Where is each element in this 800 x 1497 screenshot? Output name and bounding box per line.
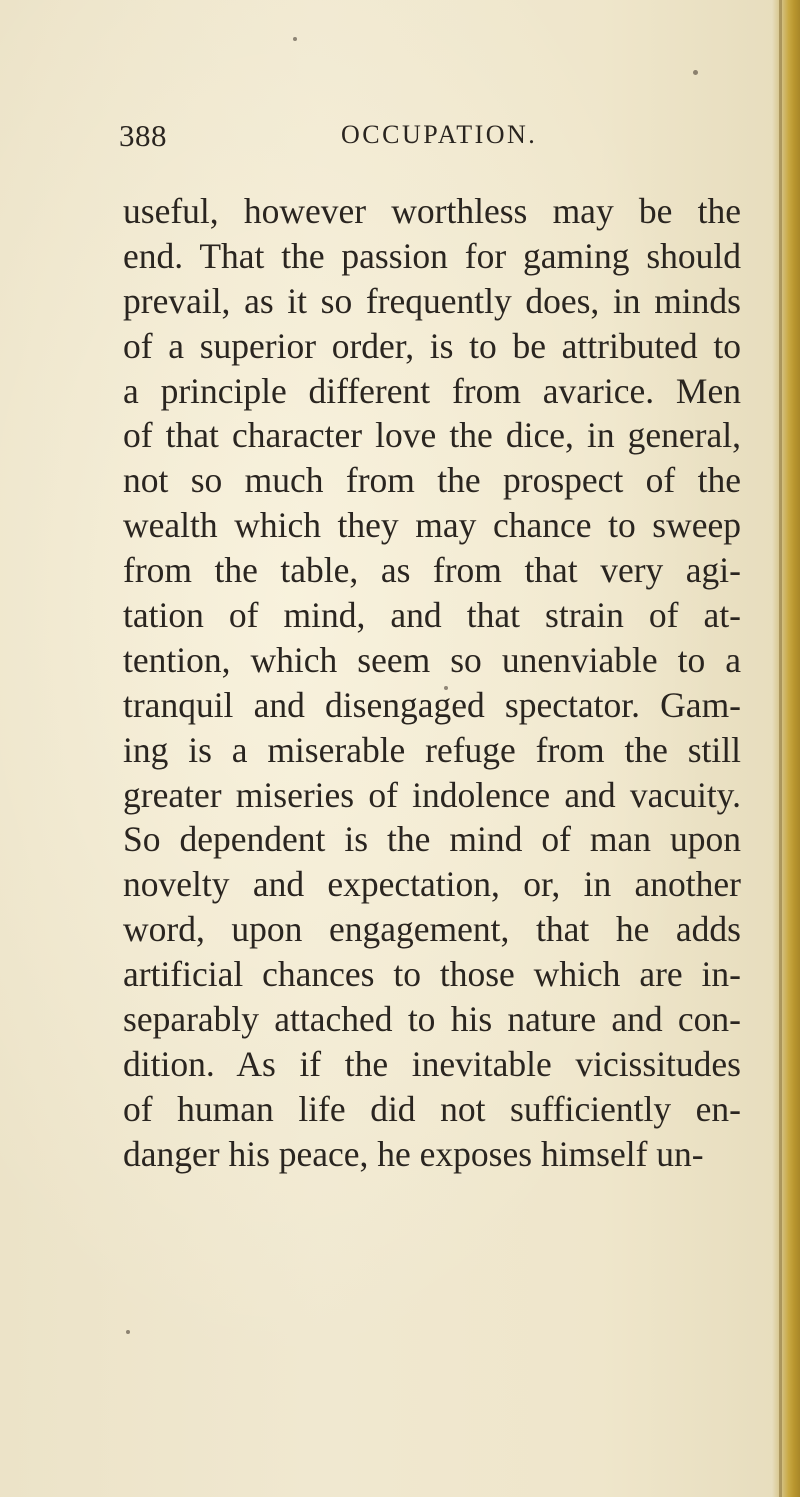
- text-line: So dependent is the mind of man upon: [123, 819, 741, 860]
- text-line: a principle different from avarice. Men: [123, 370, 741, 411]
- text-line: greater miseries of indolence and vacuity.: [123, 774, 741, 815]
- page-edge-shadow: [779, 0, 782, 1497]
- text-line: end. That the passion for gaming should: [123, 235, 741, 276]
- text-line: tranquil and disengaged spectator. Gam-: [123, 684, 741, 725]
- running-head: OCCUPATION.: [341, 120, 538, 149]
- page-number: 388: [119, 118, 167, 153]
- gilded-page-edge: [772, 0, 800, 1497]
- page-header: [119, 118, 679, 158]
- ink-speck: [293, 37, 297, 41]
- text-line: tention, which seem so unenviable to a: [123, 639, 741, 680]
- text-line: danger his peace, he exposes himself un-: [123, 1133, 704, 1174]
- text-line: wealth which they may chance to sweep: [123, 505, 741, 546]
- text-line: from the table, as from that very agi-: [123, 550, 741, 591]
- text-line: tation of mind, and that strain of at-: [123, 595, 741, 636]
- text-line: of a superior order, is to be attributed to: [123, 325, 741, 366]
- text-line: of human life did not sufficiently en-: [123, 1088, 741, 1129]
- text-line: not so much from the prospect of the: [123, 460, 741, 501]
- text-line: novelty and expectation, or, in another: [123, 864, 741, 905]
- text-line: artificial chances to those which are in-: [123, 954, 741, 995]
- text-line: dition. As if the inevitable vicissitudes: [123, 1043, 741, 1084]
- text-line: prevail, as it so frequently does, in minds: [123, 280, 741, 321]
- text-line: ing is a miserable refuge from the still: [123, 729, 741, 770]
- text-line: of that character love the dice, in general,: [123, 415, 741, 456]
- ink-speck: [126, 1330, 130, 1334]
- text-line: separably attached to his nature and con-: [123, 999, 741, 1040]
- text-line: word, upon engagement, that he adds: [123, 909, 741, 950]
- body-text: [123, 189, 741, 1177]
- text-line: useful, however worthless may be the: [123, 191, 741, 231]
- ink-speck: [693, 70, 698, 75]
